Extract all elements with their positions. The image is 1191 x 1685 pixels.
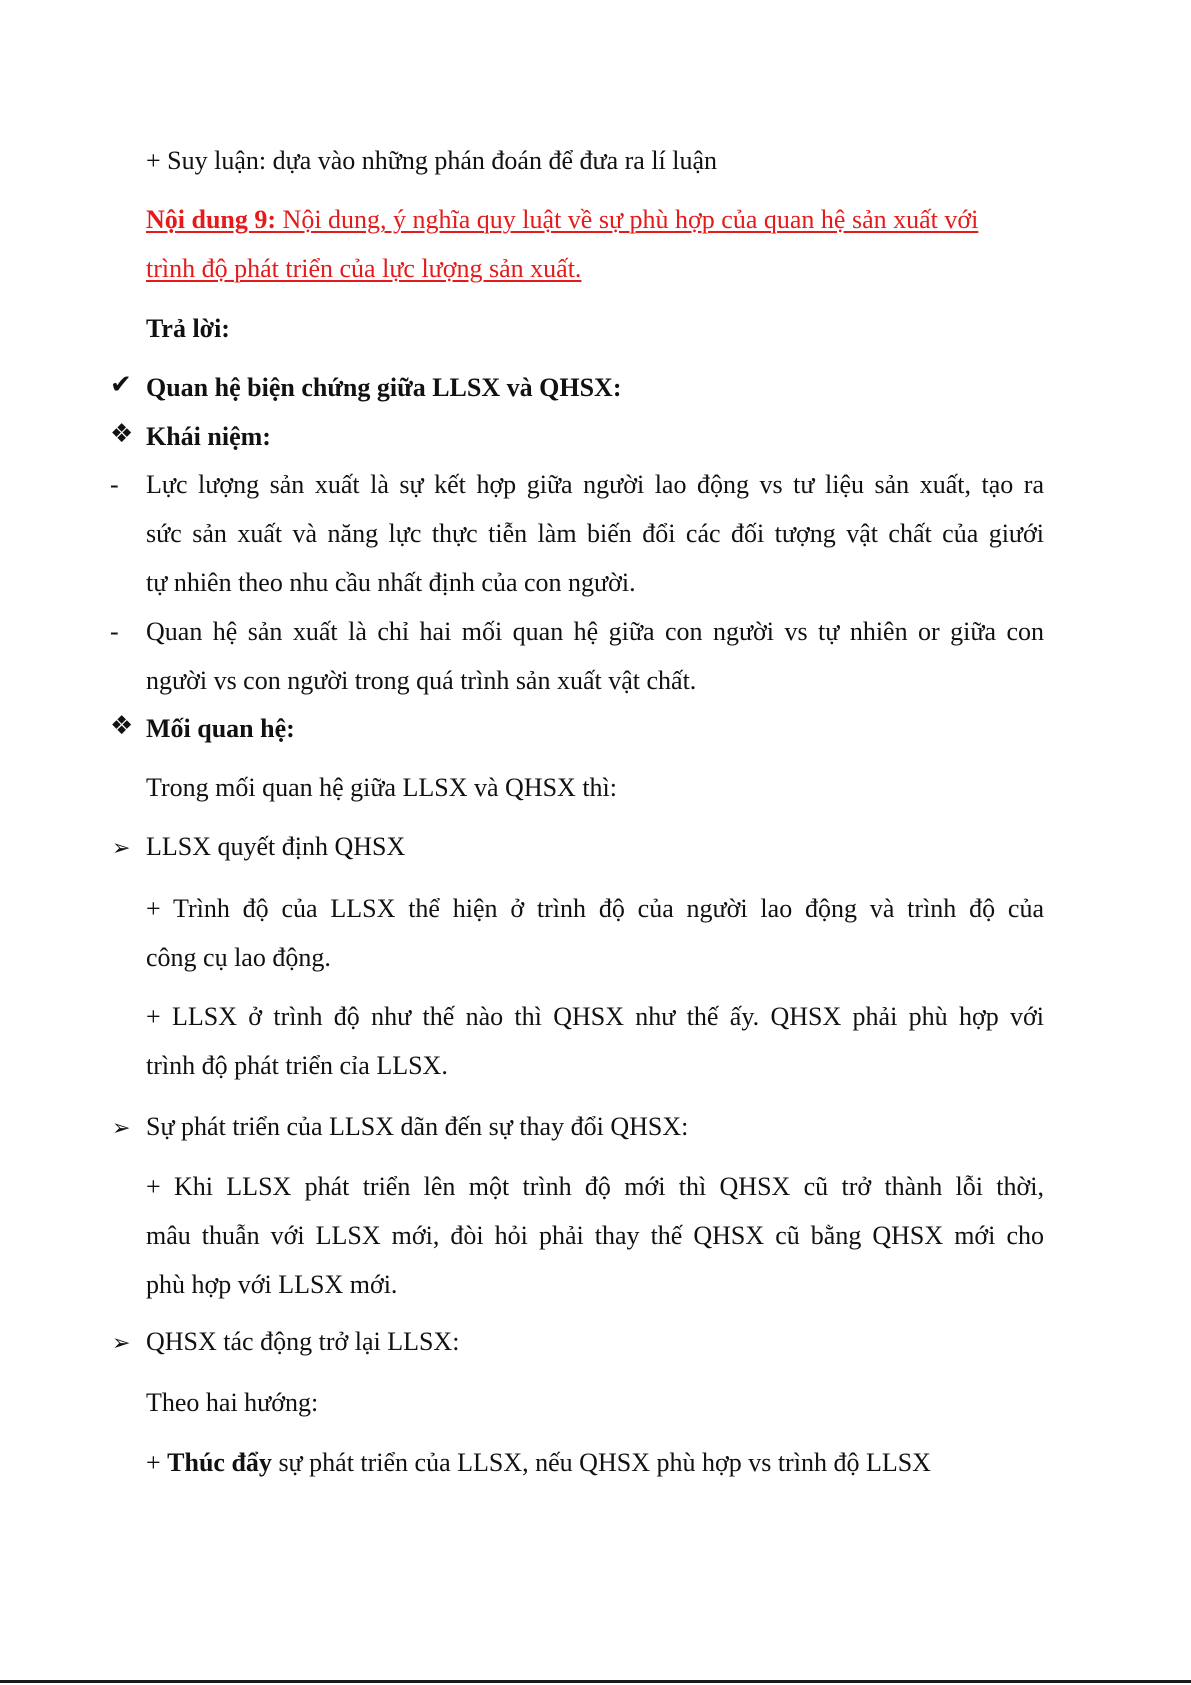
line-suy-luan: + Suy luận: dựa vào những phán đoán để đưa ra lí luận bbox=[146, 146, 718, 175]
relationship-intro: Trong mối quan hệ giữa LLSX và QHSX thì: bbox=[146, 773, 618, 802]
point-2-title: Sự phát triển của LLSX dãn đến sự thay đổi QHSX: bbox=[146, 1112, 689, 1141]
four-diamond-icon: ❖ bbox=[110, 711, 134, 741]
section-concept: Khái niệm: bbox=[146, 422, 271, 451]
four-diamond-icon: ❖ bbox=[110, 419, 134, 449]
arrowhead-icon: ➢ bbox=[112, 1116, 131, 1141]
last-line-bold: Thúc đẩy bbox=[167, 1448, 272, 1477]
concept-item-2-line-2: người vs con người trong quá trình sản xuất vật chất. bbox=[146, 666, 697, 695]
point-1-p2-line-1: + LLSX ở trình độ như thế nào thì QHSX như thế ấy. QHSX phải phù hợp với bbox=[146, 1002, 1044, 1031]
point-3-last-line bbox=[146, 1446, 931, 1480]
section-relationship: Mối quan hệ: bbox=[146, 714, 295, 743]
answer-label: Trả lời: bbox=[146, 314, 230, 343]
point-3-subtitle: Theo hai hướng: bbox=[146, 1388, 319, 1417]
heading-text-1: Nội dung, ý nghĩa quy luật về sự phù hợp của quan hệ sản xuất với bbox=[276, 205, 979, 234]
concept-item-1-line-2: sức sản xuất và năng lực thực tiễn làm biến đổi các đối tượng vật chất của giưới bbox=[146, 519, 1044, 548]
point-2-line-1: + Khi LLSX phát triển lên một trình độ mới thì QHSX cũ trở thành lỗi thời, bbox=[146, 1172, 1044, 1201]
arrowhead-icon: ➢ bbox=[112, 1331, 131, 1356]
concept-item-2-line-1: Quan hệ sản xuất là chỉ hai mối quan hệ giữa con người vs tự nhiên or giữa con bbox=[146, 617, 1044, 646]
concept-item-1-line-1: Lực lượng sản xuất là sự kết hợp giữa người lao động vs tư liệu sản xuất, tạo ra bbox=[146, 470, 1044, 499]
concept-item-1-line-3: tự nhiên theo nhu cầu nhất định của con người. bbox=[146, 568, 636, 597]
page-bottom-rule bbox=[0, 1680, 1191, 1683]
heading-label: Nội dung 9: bbox=[146, 205, 277, 234]
point-3-title: QHSX tác động trở lại LLSX: bbox=[146, 1327, 460, 1356]
point-1-title: LLSX quyết định QHSX bbox=[146, 832, 406, 861]
heading-line-1 bbox=[146, 203, 978, 237]
dash-bullet: - bbox=[110, 470, 119, 499]
dash-bullet: - bbox=[110, 617, 119, 646]
point-1-p2-line-2: trình độ phát triển cỉa LLSX. bbox=[146, 1051, 448, 1080]
point-2-line-3: phù hợp với LLSX mới. bbox=[146, 1270, 398, 1299]
point-2-line-2: mâu thuẫn với LLSX mới, đòi hỏi phải thay thế QHSX cũ bằng QHSX mới cho bbox=[146, 1221, 1044, 1250]
point-1-p1-line-1: + Trình độ của LLSX thể hiện ở trình độ của người lao động và trình độ của bbox=[146, 894, 1044, 923]
heading-line-2: trình độ phát triển của lực lượng sản xuất. bbox=[146, 254, 582, 283]
last-line-prefix: + bbox=[146, 1448, 168, 1477]
section-dialectic: Quan hệ biện chứng giữa LLSX và QHSX: bbox=[146, 373, 622, 402]
last-line-rest: sự phát triển của LLSX, nếu QHSX phù hợp vs trình độ LLSX bbox=[271, 1448, 931, 1477]
arrowhead-icon: ➢ bbox=[112, 836, 131, 861]
point-1-p1-line-2: công cụ lao động. bbox=[146, 943, 331, 972]
checkmark-icon: ✔ bbox=[110, 370, 132, 400]
